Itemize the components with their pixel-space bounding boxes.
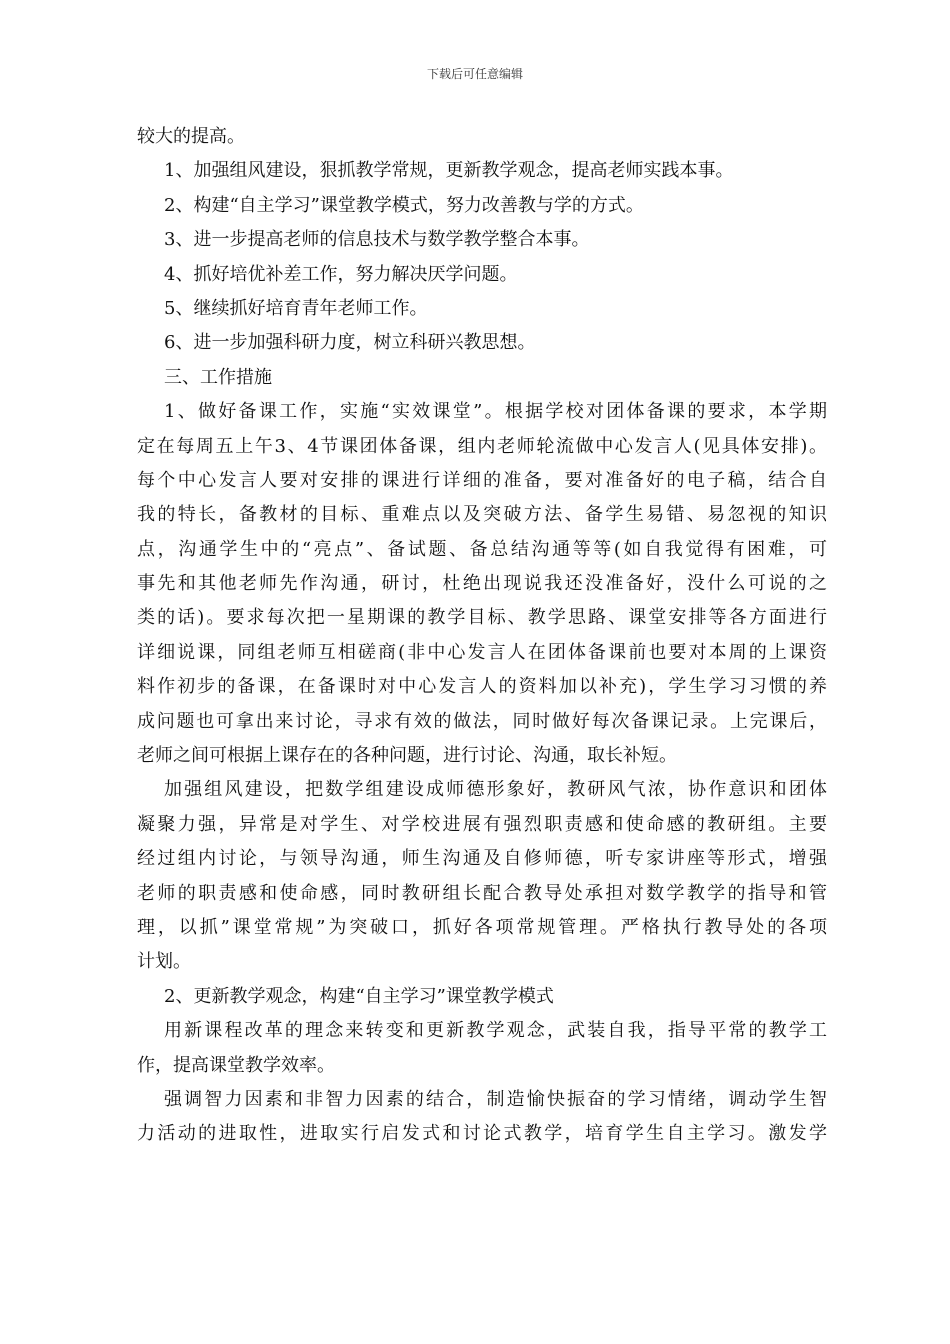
text-line: 我的特长，备教材的目标、重难点以及突破方法、备学生易错、易忽视的知识 [137,504,827,526]
text-line: 力活动的进取性，进取实行启发式和讨论式教学，培育学生自主学习。激发学 [137,1123,827,1145]
text-line: 老师之间可根据上课存在的各种问题，进行讨论、沟通，取长补短。 [137,745,677,767]
text-line: 1、做好备课工作，实施“实效课堂”。根据学校对团体备课的要求，本学期 [164,401,827,423]
text-line: 4、抓好培优补差工作，努力解决厌学问题。 [164,263,518,285]
text-line: 1、加强组风建设，狠抓教学常规，更新教学观念，提高老师实践本事。 [164,160,734,182]
text-line: 料作初步的备课，在备课时对中心发言人的资料加以补充)，学生学习习惯的养 [137,676,827,698]
text-line: 经过组内讨论，与领导沟通，师生沟通及自修师德，听专家讲座等形式，增强 [137,848,827,870]
text-line: 凝聚力强，异常是对学生、对学校进展有强烈职责感和使命感的教研组。主要 [137,813,827,835]
page-header: 下载后可任意编辑 [426,67,523,81]
text-line: 计划。 [137,951,191,973]
text-line: 事先和其他老师先作沟通，研讨，杜绝出现说我还没准备好，没什么可说的之 [137,573,827,595]
text-line: 老师的职责感和使命感，同时教研组长配合教导处承担对数学教学的指导和管 [137,882,827,904]
text-line: 6、进一步加强科研力度，树立科研兴教思想。 [164,332,536,354]
text-line: 强调智力因素和非智力因素的结合，制造愉快振奋的学习情绪，调动学生智 [164,1088,827,1110]
text-line: 作，提高课堂教学效率。 [137,1054,335,1076]
text-line: 加强组风建设，把数学组建设成师德形象好，教研风气浓，协作意识和团体 [164,779,827,801]
text-line: 点，沟通学生中的“亮点”、备试题、备总结沟通等等(如自我觉得有困难，可 [137,538,827,560]
text-line: 详细说课，同组老师互相磋商(非中心发言人在团体备课前也要对本周的上课资 [137,641,827,663]
text-line: 2、构建“自主学习”课堂教学模式，努力改善教与学的方式。 [164,194,644,216]
text-line: 2、更新教学观念，构建“自主学习”课堂教学模式 [164,985,554,1007]
text-line: 3、进一步提高老师的信息技术与数学教学整合本事。 [164,229,590,251]
text-line: 类的话)。要求每次把一星期课的教学目标、教学思路、课堂安排等各方面进行 [137,607,827,629]
text-line: 三、工作措施 [164,366,272,388]
text-line: 定在每周五上午3、4节课团体备课，组内老师轮流做中心发言人(见具体安排)。 [137,435,827,457]
text-line: 理，以抓”课堂常规”为突破口，抓好各项常规管理。严格执行教导处的各项 [137,916,827,938]
text-line: 较大的提高。 [137,126,245,147]
text-line: 成问题也可拿出来讨论，寻求有效的做法，同时做好每次备课记录。上完课后， [137,710,827,732]
text-line: 5、继续抓好培育青年老师工作。 [164,297,428,319]
text-line: 用新课程改革的理念来转变和更新教学观念，武装自我，指导平常的教学工 [164,1020,827,1042]
document-body [137,120,827,1152]
text-line: 每个中心发言人要对安排的课进行详细的准备，要对准备好的电子稿，结合自 [137,469,827,491]
